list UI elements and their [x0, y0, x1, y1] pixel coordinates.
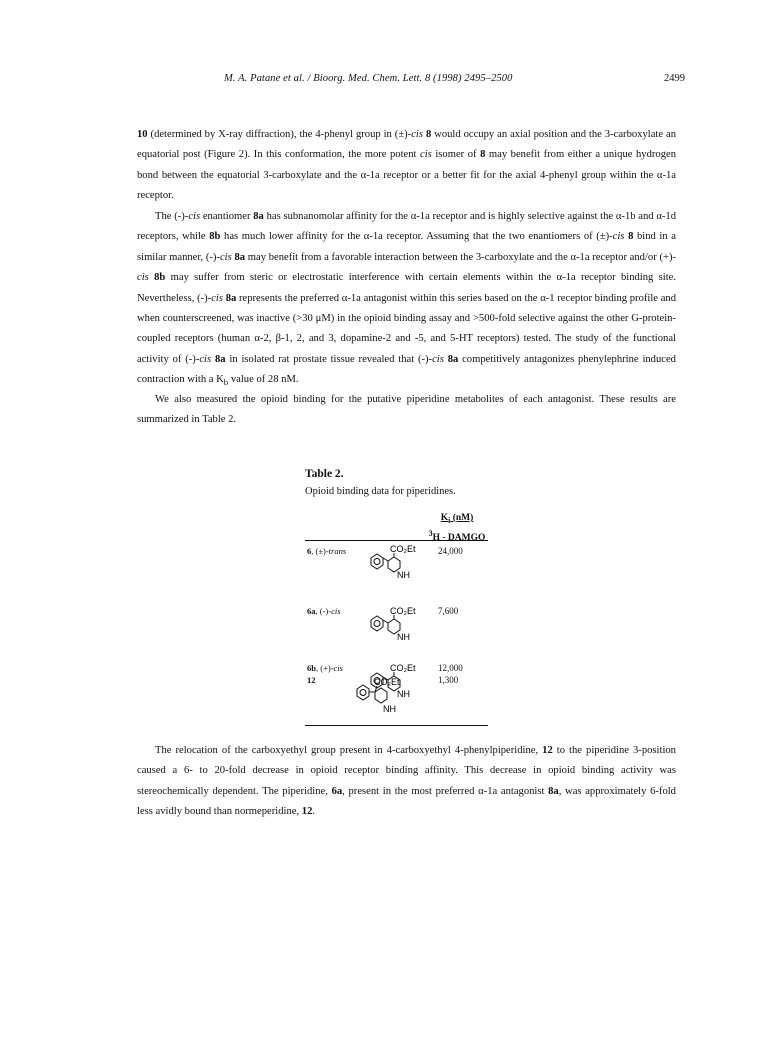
stereo-term: cis	[211, 292, 223, 304]
ki-header	[422, 512, 492, 527]
ki-value: 24,000	[438, 546, 463, 556]
table-caption: Opioid binding data for piperidines.	[305, 486, 456, 497]
compound-ref: 8	[480, 149, 486, 161]
compound-id: 6b	[307, 663, 316, 673]
compound-ref: 8a	[253, 211, 264, 222]
text-run: bind in a similar manner, (-)-	[137, 231, 676, 263]
compound-ref: 8	[628, 231, 634, 243]
stereo-term: cis	[420, 149, 432, 161]
text-run: in isolated rat prostate tissue revealed that (-)-	[225, 353, 433, 365]
compound-ref: 10	[137, 129, 148, 140]
stereo-term: cis	[612, 231, 625, 243]
table-row	[305, 546, 488, 602]
text-run: represents the preferred α-1a antagonist within this series based on the α-1 receptor binding profile and when counterscreened, was inactive (>30 μM) in the opioid binding assay and >500-fold selective against the other G-protein-coupled receptors (human α-2, β-1, 2, and 3, dopamine-2 and -5, and 5-HT receptors) tested. The study of the functional activity of (-)-	[137, 292, 676, 365]
compound-ref: 8a	[214, 353, 226, 365]
isomer-term: trans	[328, 546, 347, 556]
paragraph-3	[137, 390, 676, 431]
text-run: would occupy an axial position and the 3-carboxylate an equatorial post (Figure 2). In this conformation, the more potent	[137, 129, 676, 161]
compound-ref: 8b	[209, 231, 221, 243]
compound-ref: 8a	[548, 785, 559, 797]
compound-label	[307, 546, 346, 556]
stereo-term: cis	[199, 353, 212, 365]
piperidine-structure	[363, 604, 443, 652]
compound-label	[307, 663, 343, 673]
ester-label: CO₂Et	[390, 606, 416, 616]
stereo-term: cis	[137, 272, 149, 284]
table-row	[305, 675, 488, 731]
text-run: The relocation of the carboxyethyl group present in 4-carboxyethyl 4-phenylpiperidine,	[155, 745, 543, 756]
compound-ref: 8	[425, 129, 432, 140]
nh-label: NH	[397, 632, 410, 642]
text-run: has subnanomolar affinity for the α-1a receptor and is highly selective against the α-1b and α-1d receptors, while	[137, 211, 676, 243]
ester-label: CO₂Et	[374, 677, 400, 687]
running-head: M. A. Patane et al. / Bioorg. Med. Chem. Lett. 8 (1998) 2495–2500	[224, 73, 513, 84]
isotope-superscript: 3	[428, 528, 433, 538]
isomer-term: cis	[333, 663, 343, 673]
table-rule-top	[305, 540, 488, 541]
text-run: to the piperidine 3-position caused a 6- to 20-fold decrease in opioid receptor binding affinity. This decrease in opioid binding activity was stereochemically dependent. The piperidine,	[137, 745, 676, 797]
compound-ref: 8a	[447, 353, 459, 365]
table-title: Table 2.	[305, 468, 344, 480]
nh-label: NH	[383, 704, 396, 714]
text-run: may benefit from a favorable interaction between the 3-carboxylate and the α-1a receptor and/or (+)-	[245, 251, 677, 263]
text-run: , present in the most preferred α-1a antagonist	[342, 785, 549, 797]
nh-label: NH	[397, 570, 410, 580]
compound-ref: 8a	[225, 292, 237, 304]
compound-id: 6	[307, 546, 312, 556]
stereo-prefix: , (±)-	[311, 546, 329, 556]
stereo-prefix: , (-)-	[315, 606, 332, 616]
subscript: b	[223, 377, 229, 388]
table-rule-bottom	[305, 725, 488, 726]
stereo-term: cis	[432, 353, 444, 365]
compound-id: 12	[307, 675, 316, 685]
compound-label	[307, 606, 341, 616]
compound-ref: 6a	[331, 785, 343, 797]
paragraph-1	[137, 125, 676, 207]
compound-label	[307, 675, 316, 685]
text-run: has much lower affinity for the α-1a receptor. Assuming that the two enantiomers of (±)-	[220, 231, 613, 243]
text-run: We also measured the opioid binding for the putative piperidine metabolites of each antagonist. These results are summarized in Table 2.	[137, 394, 676, 426]
text-run: may suffer from steric or electrostatic interference with certain elements within the α-1a receptor binding site. Nevertheless, (-)-	[137, 272, 677, 304]
piperidine-structure	[347, 669, 427, 719]
text-run: isomer of	[431, 149, 481, 161]
stereo-prefix: , (+)-	[315, 663, 334, 673]
ki-symbol: K	[440, 513, 449, 523]
piperidine-structure	[363, 542, 443, 590]
paragraph-2	[137, 207, 676, 393]
compound-ref: 12	[301, 806, 313, 818]
ester-label: CO₂Et	[390, 663, 416, 673]
page-number: 2499	[664, 73, 685, 84]
table-2	[305, 468, 488, 714]
text-run: value of 28 nM.	[228, 374, 299, 386]
text-run: .	[312, 806, 316, 818]
text-run: , was approximately 6-fold less avidly bound than normeperidine,	[137, 785, 676, 818]
paragraph-4	[137, 741, 676, 823]
text-run: enantiomer	[200, 211, 254, 222]
stereo-term: cis	[188, 211, 201, 222]
ki-unit: (nM)	[450, 513, 474, 523]
text-run: competitively antagonizes phenylephrine induced contraction with a K	[137, 353, 676, 386]
stereo-term: cis	[411, 129, 423, 140]
ki-value: 7,600	[438, 606, 459, 616]
ligand-name: H - DAMGO	[432, 533, 486, 544]
table-row	[305, 606, 488, 662]
ki-subscript: i	[448, 515, 451, 525]
ki-value: 1,300	[438, 675, 459, 685]
ki-value: 12,000	[438, 663, 463, 673]
nh-label: NH	[397, 689, 410, 699]
compound-ref: 12	[542, 745, 553, 756]
ester-label: CO₂Et	[390, 544, 416, 554]
compound-ref: 8b	[154, 272, 166, 284]
isomer-term: cis	[331, 606, 341, 616]
compound-id: 6a	[307, 606, 316, 616]
text-run: (determined by X-ray diffraction), the 4-phenyl group in (±)-	[147, 129, 412, 140]
stereo-term: cis	[219, 251, 232, 263]
compound-ref: 8a	[234, 251, 246, 263]
text-run: The (-)-	[155, 211, 189, 222]
text-run: may benefit from either a unique hydrogen bond between the equatorial 3-carboxylate and the α-1a receptor or a better fit for the axial 4-phenyl group within the α-1a receptor.	[137, 149, 676, 202]
